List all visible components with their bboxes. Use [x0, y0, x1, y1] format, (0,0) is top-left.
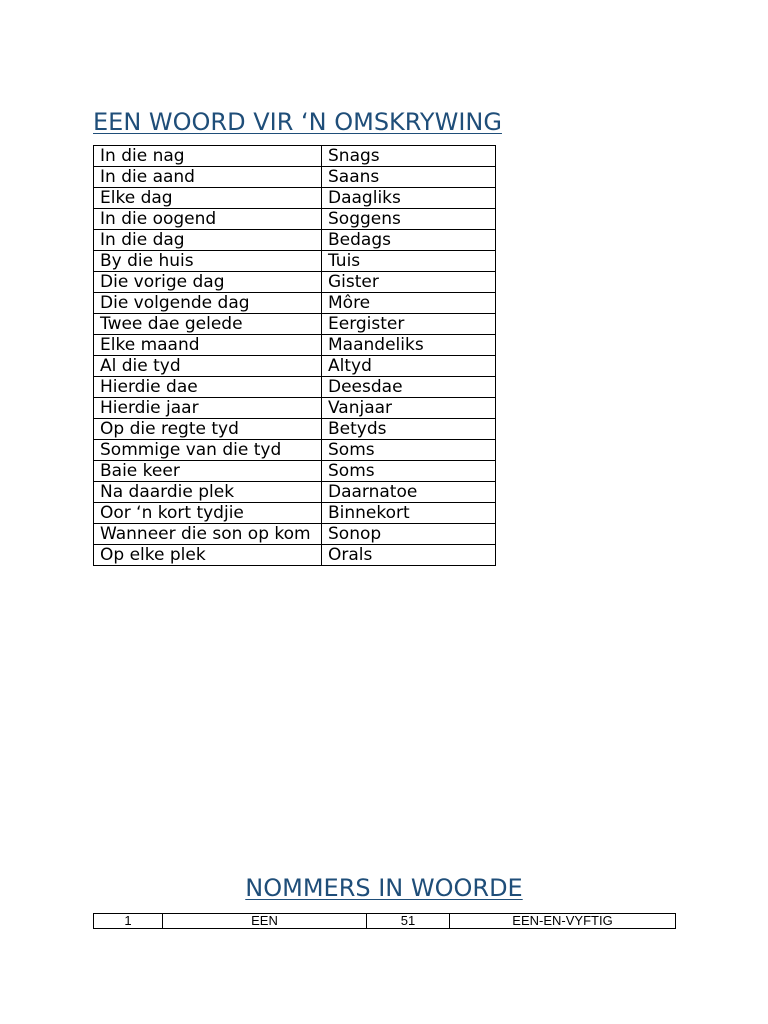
description-cell: Hierdie jaar: [94, 398, 322, 419]
word-cell: Môre: [322, 293, 496, 314]
description-cell: By die huis: [94, 251, 322, 272]
description-cell: Hierdie dae: [94, 377, 322, 398]
description-cell: Twee dae gelede: [94, 314, 322, 335]
word-cell: Maandeliks: [322, 335, 496, 356]
description-cell: Wanneer die son op kom: [94, 524, 322, 545]
table-row: [94, 545, 496, 566]
description-cell: In die aand: [94, 167, 322, 188]
word-cell: Eergister: [322, 314, 496, 335]
table-row: [94, 377, 496, 398]
word-cell: Snags: [322, 146, 496, 167]
table-row: [94, 335, 496, 356]
description-cell: Elke maand: [94, 335, 322, 356]
heading-omskrywing: EEN WOORD VIR ‘N OMSKRYWING: [93, 108, 502, 136]
word-cell: Deesdae: [322, 377, 496, 398]
description-cell: Op die regte tyd: [94, 419, 322, 440]
table-row: [94, 503, 496, 524]
table-row: [94, 356, 496, 377]
number-cell: 51: [367, 914, 450, 929]
word-cell: Tuis: [322, 251, 496, 272]
description-cell: Elke dag: [94, 188, 322, 209]
description-cell: In die nag: [94, 146, 322, 167]
word-cell: Altyd: [322, 356, 496, 377]
table-row: [94, 482, 496, 503]
word-cell: Soms: [322, 440, 496, 461]
table-row: [94, 440, 496, 461]
table-row: [94, 188, 496, 209]
word-cell: Binnekort: [322, 503, 496, 524]
word-cell: Betyds: [322, 419, 496, 440]
description-cell: Baie keer: [94, 461, 322, 482]
table-row: [94, 314, 496, 335]
word-cell: Bedags: [322, 230, 496, 251]
word-cell: Soms: [322, 461, 496, 482]
nommers-table: [93, 913, 676, 929]
number-word-cell: EEN: [163, 914, 367, 929]
description-cell: Die vorige dag: [94, 272, 322, 293]
table-row: [94, 272, 496, 293]
description-cell: In die dag: [94, 230, 322, 251]
description-cell: Die volgende dag: [94, 293, 322, 314]
number-word-cell: EEN-EN-VYFTIG: [450, 914, 676, 929]
table-row: [94, 914, 676, 929]
word-cell: Sonop: [322, 524, 496, 545]
table-row: [94, 230, 496, 251]
table-row: [94, 461, 496, 482]
description-cell: In die oogend: [94, 209, 322, 230]
number-cell: 1: [94, 914, 163, 929]
word-cell: Soggens: [322, 209, 496, 230]
description-cell: Al die tyd: [94, 356, 322, 377]
word-cell: Gister: [322, 272, 496, 293]
word-cell: Vanjaar: [322, 398, 496, 419]
table-row: [94, 398, 496, 419]
description-cell: Op elke plek: [94, 545, 322, 566]
word-cell: Orals: [322, 545, 496, 566]
table-row: [94, 524, 496, 545]
table-row: [94, 209, 496, 230]
description-cell: Sommige van die tyd: [94, 440, 322, 461]
description-cell: Na daardie plek: [94, 482, 322, 503]
word-cell: Daarnatoe: [322, 482, 496, 503]
table-row: [94, 167, 496, 188]
description-cell: Oor ‘n kort tydjie: [94, 503, 322, 524]
table-row: [94, 293, 496, 314]
word-cell: Daagliks: [322, 188, 496, 209]
word-cell: Saans: [322, 167, 496, 188]
table-row: [94, 251, 496, 272]
heading-nommers: NOMMERS IN WOORDE: [245, 874, 523, 902]
table-row: [94, 419, 496, 440]
table-row: [94, 146, 496, 167]
omskrywing-table: [93, 145, 496, 566]
